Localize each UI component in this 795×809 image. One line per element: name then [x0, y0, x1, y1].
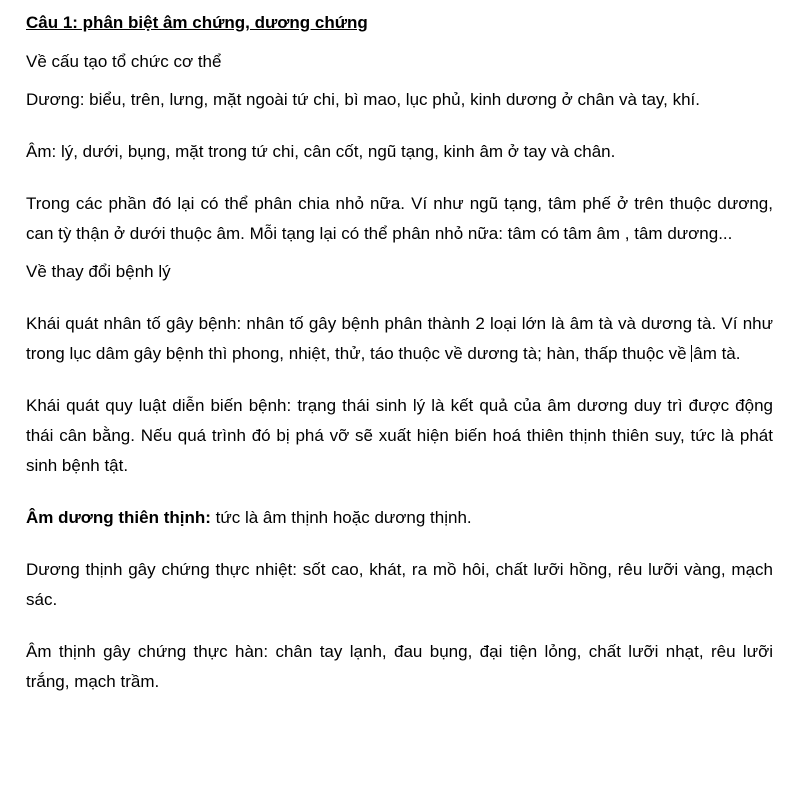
section-title-pathology: Về thay đổi bệnh lý — [26, 262, 171, 281]
paragraph-am: Âm: lý, dưới, bụng, mặt trong tứ chi, cân cốt, ngũ tạng, kinh âm ở tay và chân. — [26, 142, 616, 161]
paragraph-subdivision: Trong các phần đó lại có thể phân chia nhỏ nữa. Ví như ngũ tạng, tâm phế ở trên thuộc dương, can tỳ thận ở dưới thuộc âm. Mỗi tạng lại có thể phân nhỏ nữa: tâm có tâm âm , tâm dương... — [26, 194, 773, 243]
paragraph-duong: Dương: biểu, trên, lưng, mặt ngoài tứ chi, bì mao, lục phủ, kinh dương ở chân và tay, khí. — [26, 90, 700, 109]
paragraph-pathogenic-factors — [26, 309, 773, 369]
paragraph-disease-progression: Khái quát quy luật diễn biến bệnh: trạng thái sinh lý là kết quả của âm dương duy trì được động thái cân bằng. Nếu quá trình đó bị phá vỡ sẽ xuất hiện biến hoá thiên thịnh thiên suy, tức là phát sinh bệnh tật. — [26, 396, 773, 475]
pathogenic-factors-end: âm tà. — [693, 344, 741, 363]
excess-label: Âm dương thiên thịnh: — [26, 508, 211, 527]
pathogenic-factors-text: Khái quát nhân tố gây bệnh: nhân tố gây bệnh phân thành 2 loại lớn là âm tà và dương tà. Ví như trong lục dâm gây bệnh thì phong, nhiệt, thử, táo thuộc về dương tà; hàn, thấp thuộc về — [26, 314, 773, 363]
section-title-structure: Về cấu tạo tổ chức cơ thể — [26, 52, 222, 71]
paragraph-yang-excess: Dương thịnh gây chứng thực nhiệt: sốt cao, khát, ra mồ hôi, chất lưỡi hồng, rêu lưỡi vàng, mạch sác. — [26, 560, 773, 609]
document-page — [26, 10, 773, 697]
document-heading: Câu 1: phân biệt âm chứng, dương chứng — [26, 13, 368, 32]
paragraph-yin-excess: Âm thịnh gây chứng thực hàn: chân tay lạnh, đau bụng, đại tiện lỏng, chất lưỡi nhạt, rêu lưỡi trắng, mạch trầm. — [26, 642, 773, 691]
excess-text: tức là âm thịnh hoặc dương thịnh. — [210, 508, 472, 527]
paragraph-excess — [26, 503, 773, 533]
